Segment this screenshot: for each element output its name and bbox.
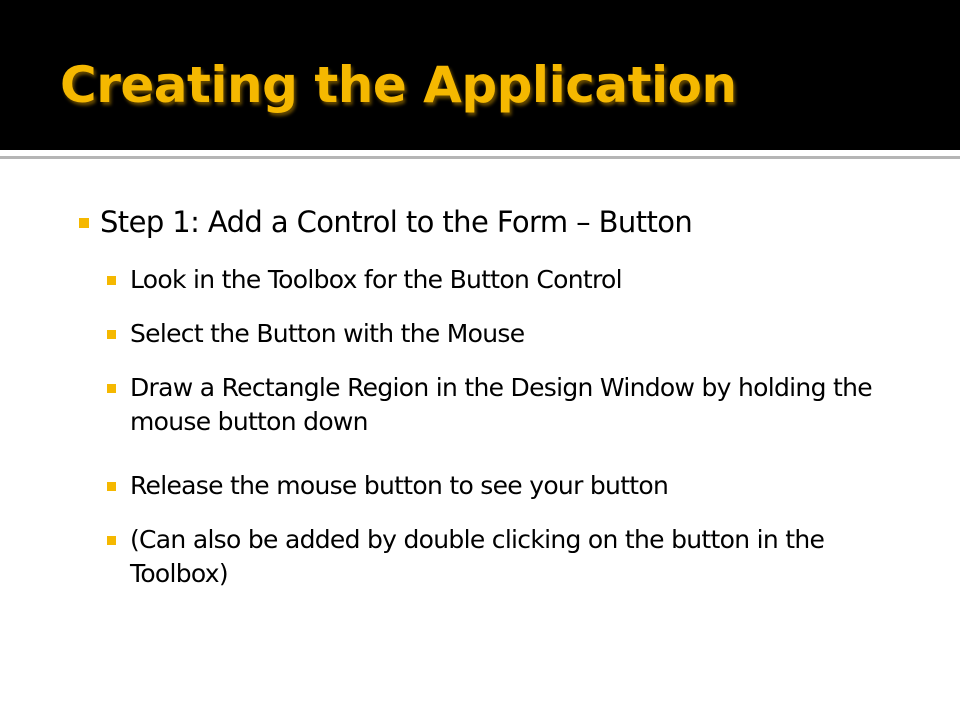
sub-bullet-draw-rectangle xyxy=(130,371,910,439)
square-bullet-icon xyxy=(107,482,116,491)
sub-bullet-select-button xyxy=(130,317,910,351)
sub-bullet-text: (Can also be added by double clicking on the button in the Toolbox) xyxy=(130,525,825,588)
sub-bullet-release-mouse xyxy=(130,469,910,503)
bullet-step-1-text: Step 1: Add a Control to the Form – Button xyxy=(100,205,693,239)
content-area xyxy=(0,159,960,720)
square-bullet-icon xyxy=(107,384,116,393)
title-bar xyxy=(0,0,960,150)
sub-bullet-double-click xyxy=(130,523,910,591)
slide-title: Creating the Application xyxy=(60,56,737,114)
square-bullet-icon xyxy=(107,330,116,339)
square-bullet-icon xyxy=(107,276,116,285)
sub-bullet-text: Draw a Rectangle Region in the Design Window by holding the mouse button down xyxy=(130,373,872,436)
square-bullet-icon xyxy=(79,218,89,228)
square-bullet-icon xyxy=(107,536,116,545)
sub-bullet-look-toolbox xyxy=(130,263,910,297)
sub-bullet-text: Look in the Toolbox for the Button Control xyxy=(130,265,622,294)
sub-bullet-text: Release the mouse button to see your button xyxy=(130,471,669,500)
sub-bullet-text: Select the Button with the Mouse xyxy=(130,319,525,348)
bullet-step-1 xyxy=(100,203,920,241)
